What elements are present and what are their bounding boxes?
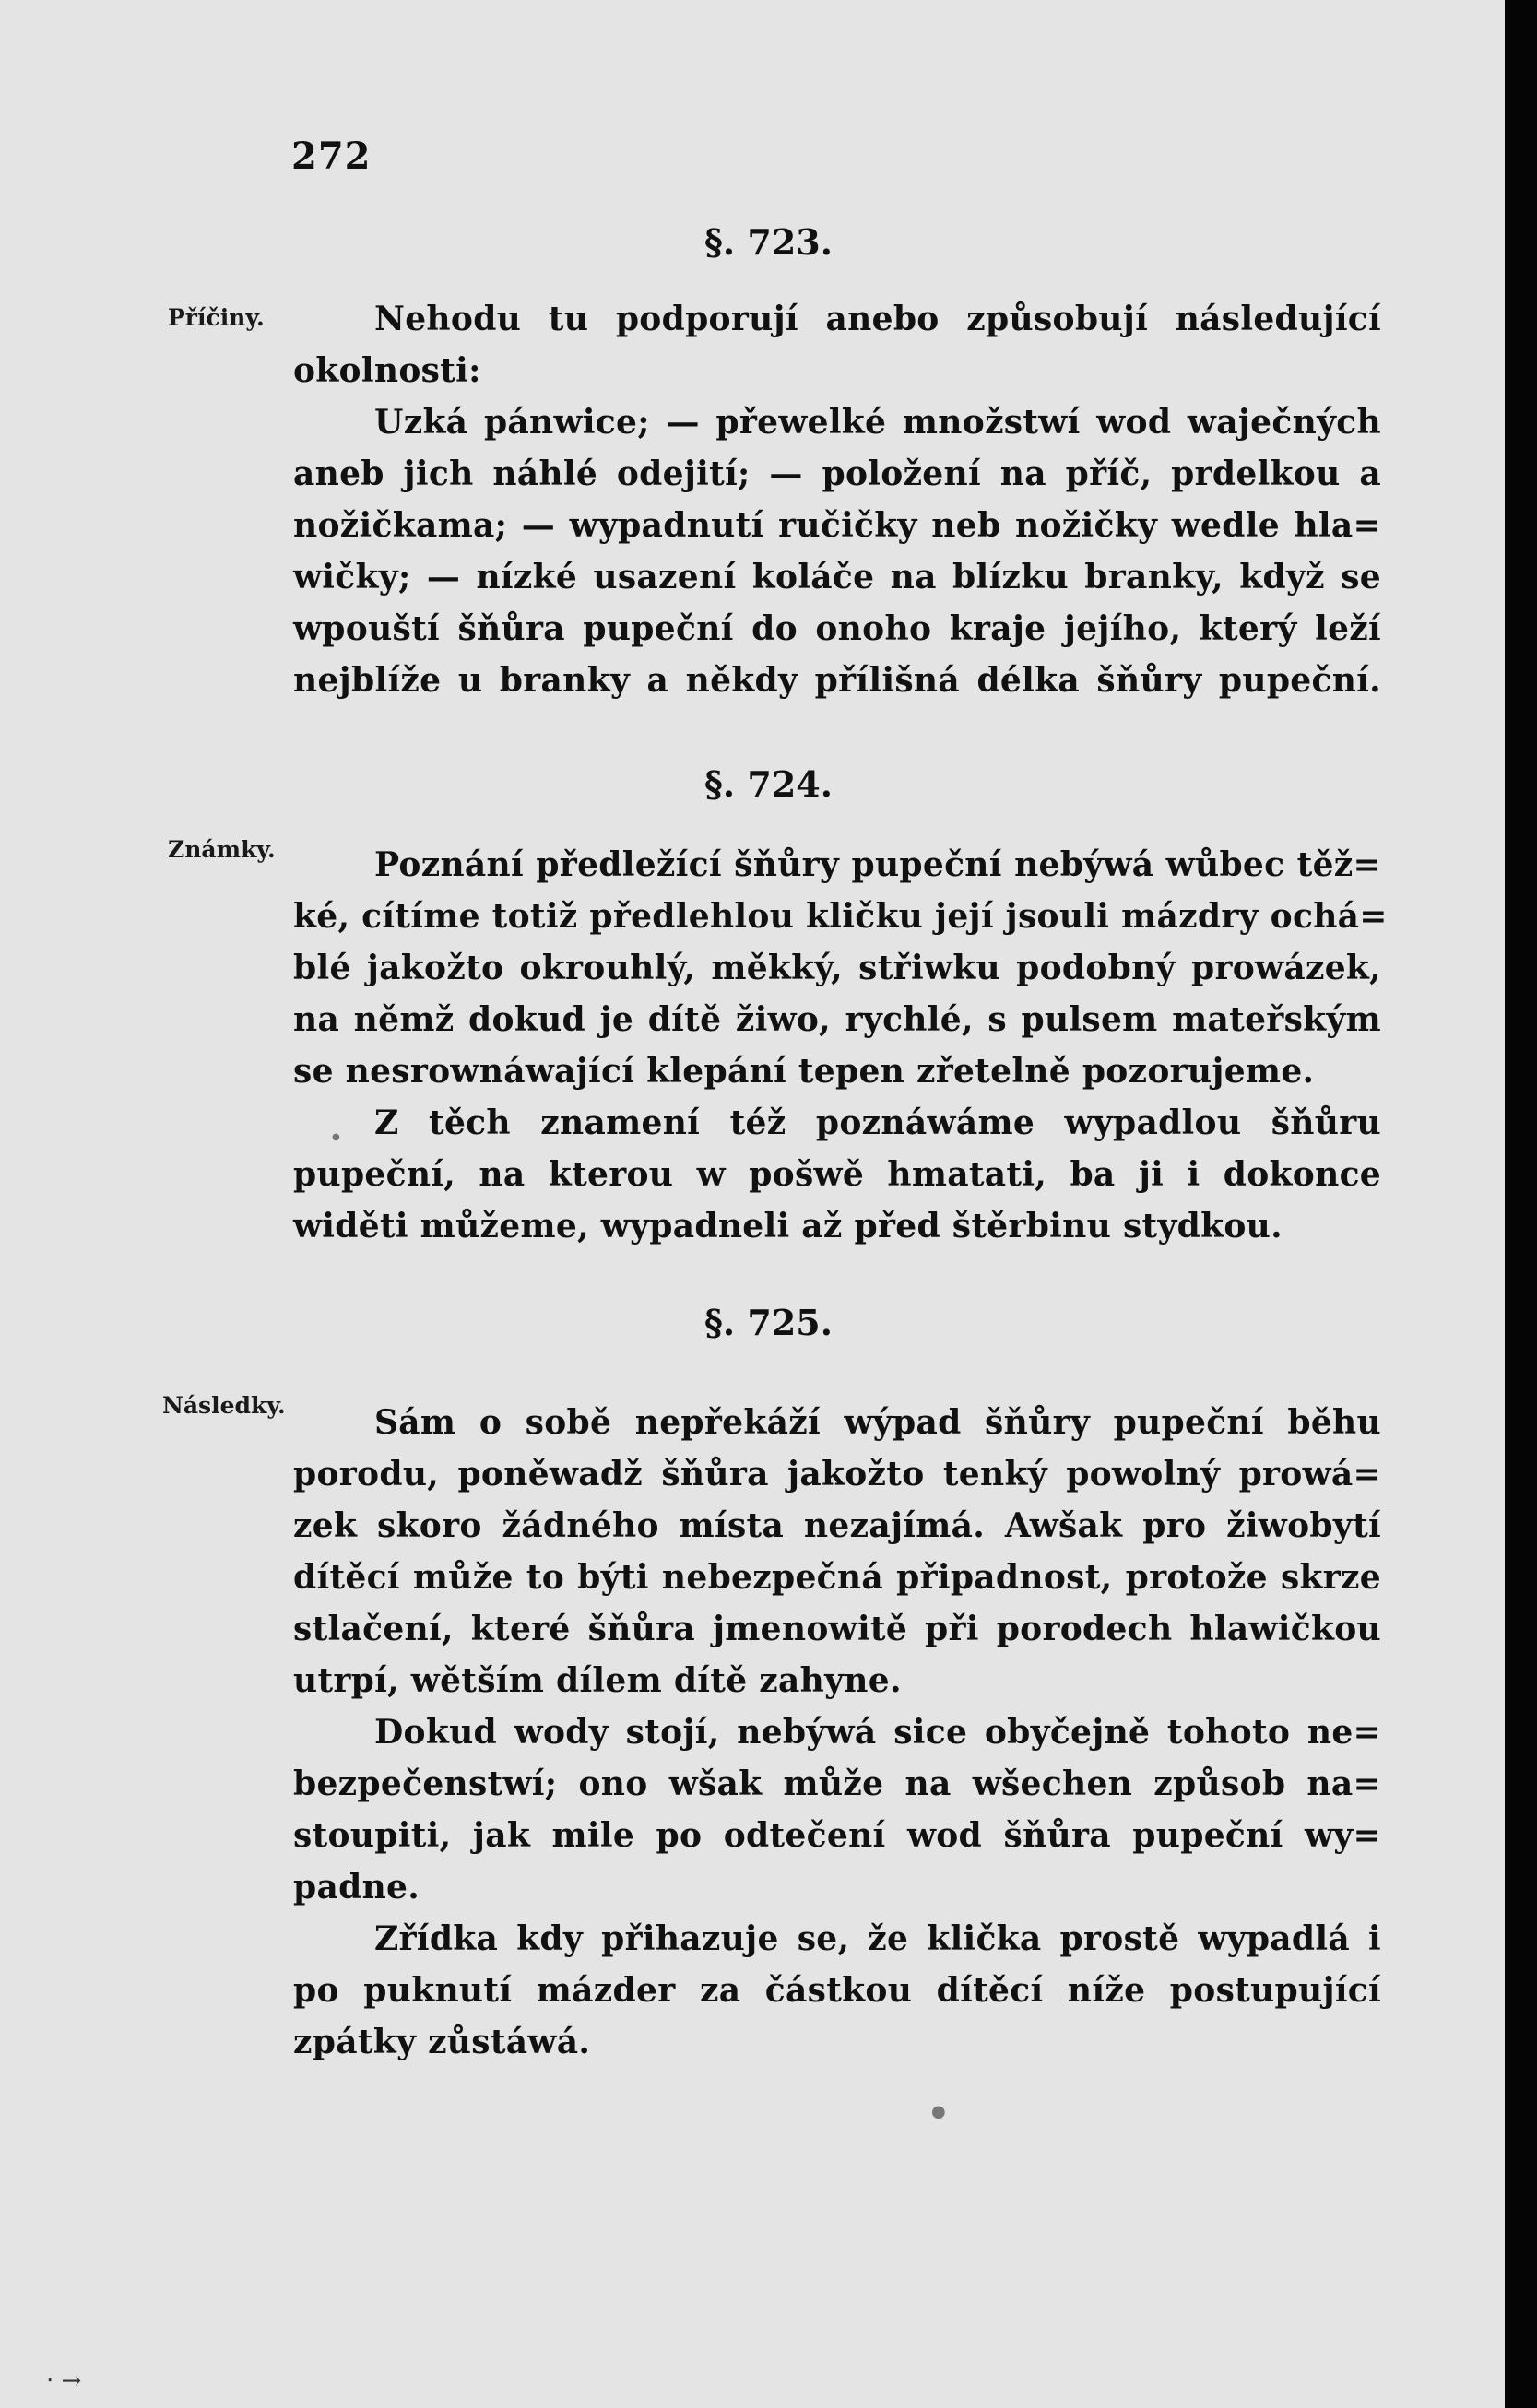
text-line: padne. [293,1868,420,1906]
text-line: Zřídka kdy přihazuje se, že klička prostě wypadlá i [374,1919,1381,1958]
text-line: nožičkama; — wypadnutí ručičky neb nožičky wedle hla= [293,506,1381,545]
text-line: Z těch znamení též poznáwáme wypadlou šňůru [374,1104,1381,1142]
section-725-body [293,1397,1381,2068]
text-line: porodu, poněwadž šňůra jakožto tenký powolný prowá= [293,1455,1381,1493]
text-line: okolnosti: [293,351,481,390]
text-line: bezpečenstwí; ono wšak může na wšechen způsob na= [293,1765,1381,1803]
text-line: wpouští šňůra pupeční do onoho kraje jejího, který leží [293,609,1381,648]
section-723-body [293,293,1381,706]
text-line: pupeční, na kterou w pošwě hmatati, ba ji i dokonce [293,1155,1381,1194]
text-line: stlačení, které šňůra jmenowitě při porodech hlawičkou [293,1610,1381,1648]
text-line: ké, cítíme totiž předlehlou kličku její jsouli mázdry ochá= [293,897,1388,936]
ink-speck: ● [931,2102,946,2121]
text-line: aneb jich náhlé odejití; — položení na příč, prdelkou a [293,454,1381,493]
text-line: Dokud wody stojí, nebýwá sice obyčejně tohoto ne= [374,1713,1381,1752]
text-line: nejblíže u branky a někdy přílišná délka šňůry pupeční. [293,661,1381,700]
text-line: widěti můžeme, wypadneli až před štěrbinu stydkou. [293,1207,1283,1245]
margin-note-consequences: Následky. [162,1392,286,1419]
margin-note-signs: Známky. [168,836,276,863]
margin-note-causes: Příčiny. [168,304,265,331]
text-line: dítěcí může to býti nebezpečná připadnost, protože skrze [293,1558,1381,1597]
text-line: Uzká pánwice; — přewelké množstwí wod waječných [374,403,1381,442]
text-line: Nehodu tu podporují anebo způsobují následující [374,300,1381,338]
text-line: Sám o sobě nepřekáží wýpad šňůry pupeční běhu [374,1403,1381,1442]
section-heading-725: §. 725. [704,1302,833,1343]
ink-speck: ● [332,1132,340,1142]
section-heading-723: §. 723. [704,221,833,263]
text-line: Poznání předležící šňůry pupeční nebýwá wůbec těž= [374,845,1381,884]
section-724-body [293,839,1388,1252]
text-line: po puknutí mázder za částkou dítěcí níže postupující [293,1971,1381,2010]
text-line: stoupiti, jak mile po odtečení wod šňůra pupeční wy= [293,1816,1381,1855]
text-line: na němž dokud je dítě žiwo, rychlé, s pulsem mateřským [293,1000,1381,1039]
text-line: utrpí, wětším dílem dítě zahyne. [293,1661,902,1700]
text-line: wičky; — nízké usazení koláče na blízku branky, když se [293,558,1381,596]
text-line: blé jakožto okrouhlý, měkký, střiwku podobný prowázek, [293,949,1381,987]
section-heading-724: §. 724. [704,763,833,805]
page-number: 272 [291,135,372,178]
text-line: se nesrownáwající klepání tepen zřetelně pozorujeme. [293,1052,1315,1091]
text-line: zpátky zůstáwá. [293,2023,591,2061]
scan-edge-mark: ‧ ⁢→ [46,2367,82,2395]
text-line: zek skoro žádného místa nezajímá. Awšak pro žiwobytí [293,1506,1381,1545]
